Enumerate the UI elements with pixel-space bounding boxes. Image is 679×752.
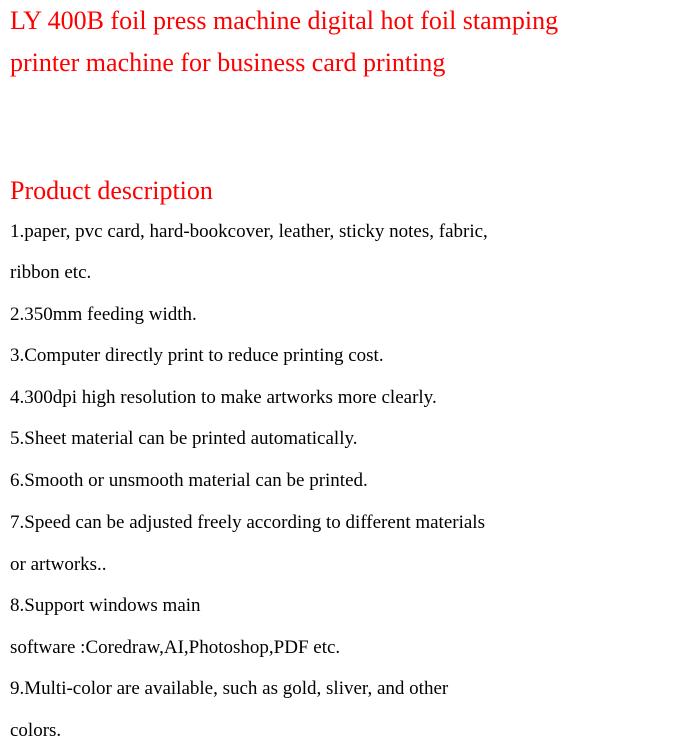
- description-line-5: 4.300dpi high resolution to make artworks more clearly.: [10, 387, 437, 408]
- description-line-6: 5.Sheet material can be printed automatically.: [10, 428, 358, 449]
- description-line-12: 9.Multi-color are available, such as gold, sliver, and other: [10, 678, 449, 699]
- description-line-4: 3.Computer directly print to reduce printing cost.: [10, 345, 384, 366]
- description-line-7: 6.Smooth or unsmooth material can be printed.: [10, 470, 368, 491]
- description-line-3: 2.350mm feeding width.: [10, 304, 197, 325]
- description-line-10: 8.Support windows main: [10, 595, 201, 616]
- product-title: LY 400B foil press machine digital hot foil stamping printer machine for business card printing: [10, 6, 559, 77]
- description-line-1: 1.paper, pvc card, hard-bookcover, leather, sticky notes, fabric,: [10, 221, 488, 242]
- product-description-heading: Product description: [10, 176, 213, 205]
- description-line-13: colors.: [10, 720, 62, 741]
- description-line-2: ribbon etc.: [10, 262, 92, 283]
- description-line-8: 7.Speed can be adjusted freely according to different materials: [10, 512, 485, 533]
- description-line-11: software :Coredraw,AI,Photoshop,PDF etc.: [10, 637, 341, 658]
- description-line-9: or artworks..: [10, 554, 107, 575]
